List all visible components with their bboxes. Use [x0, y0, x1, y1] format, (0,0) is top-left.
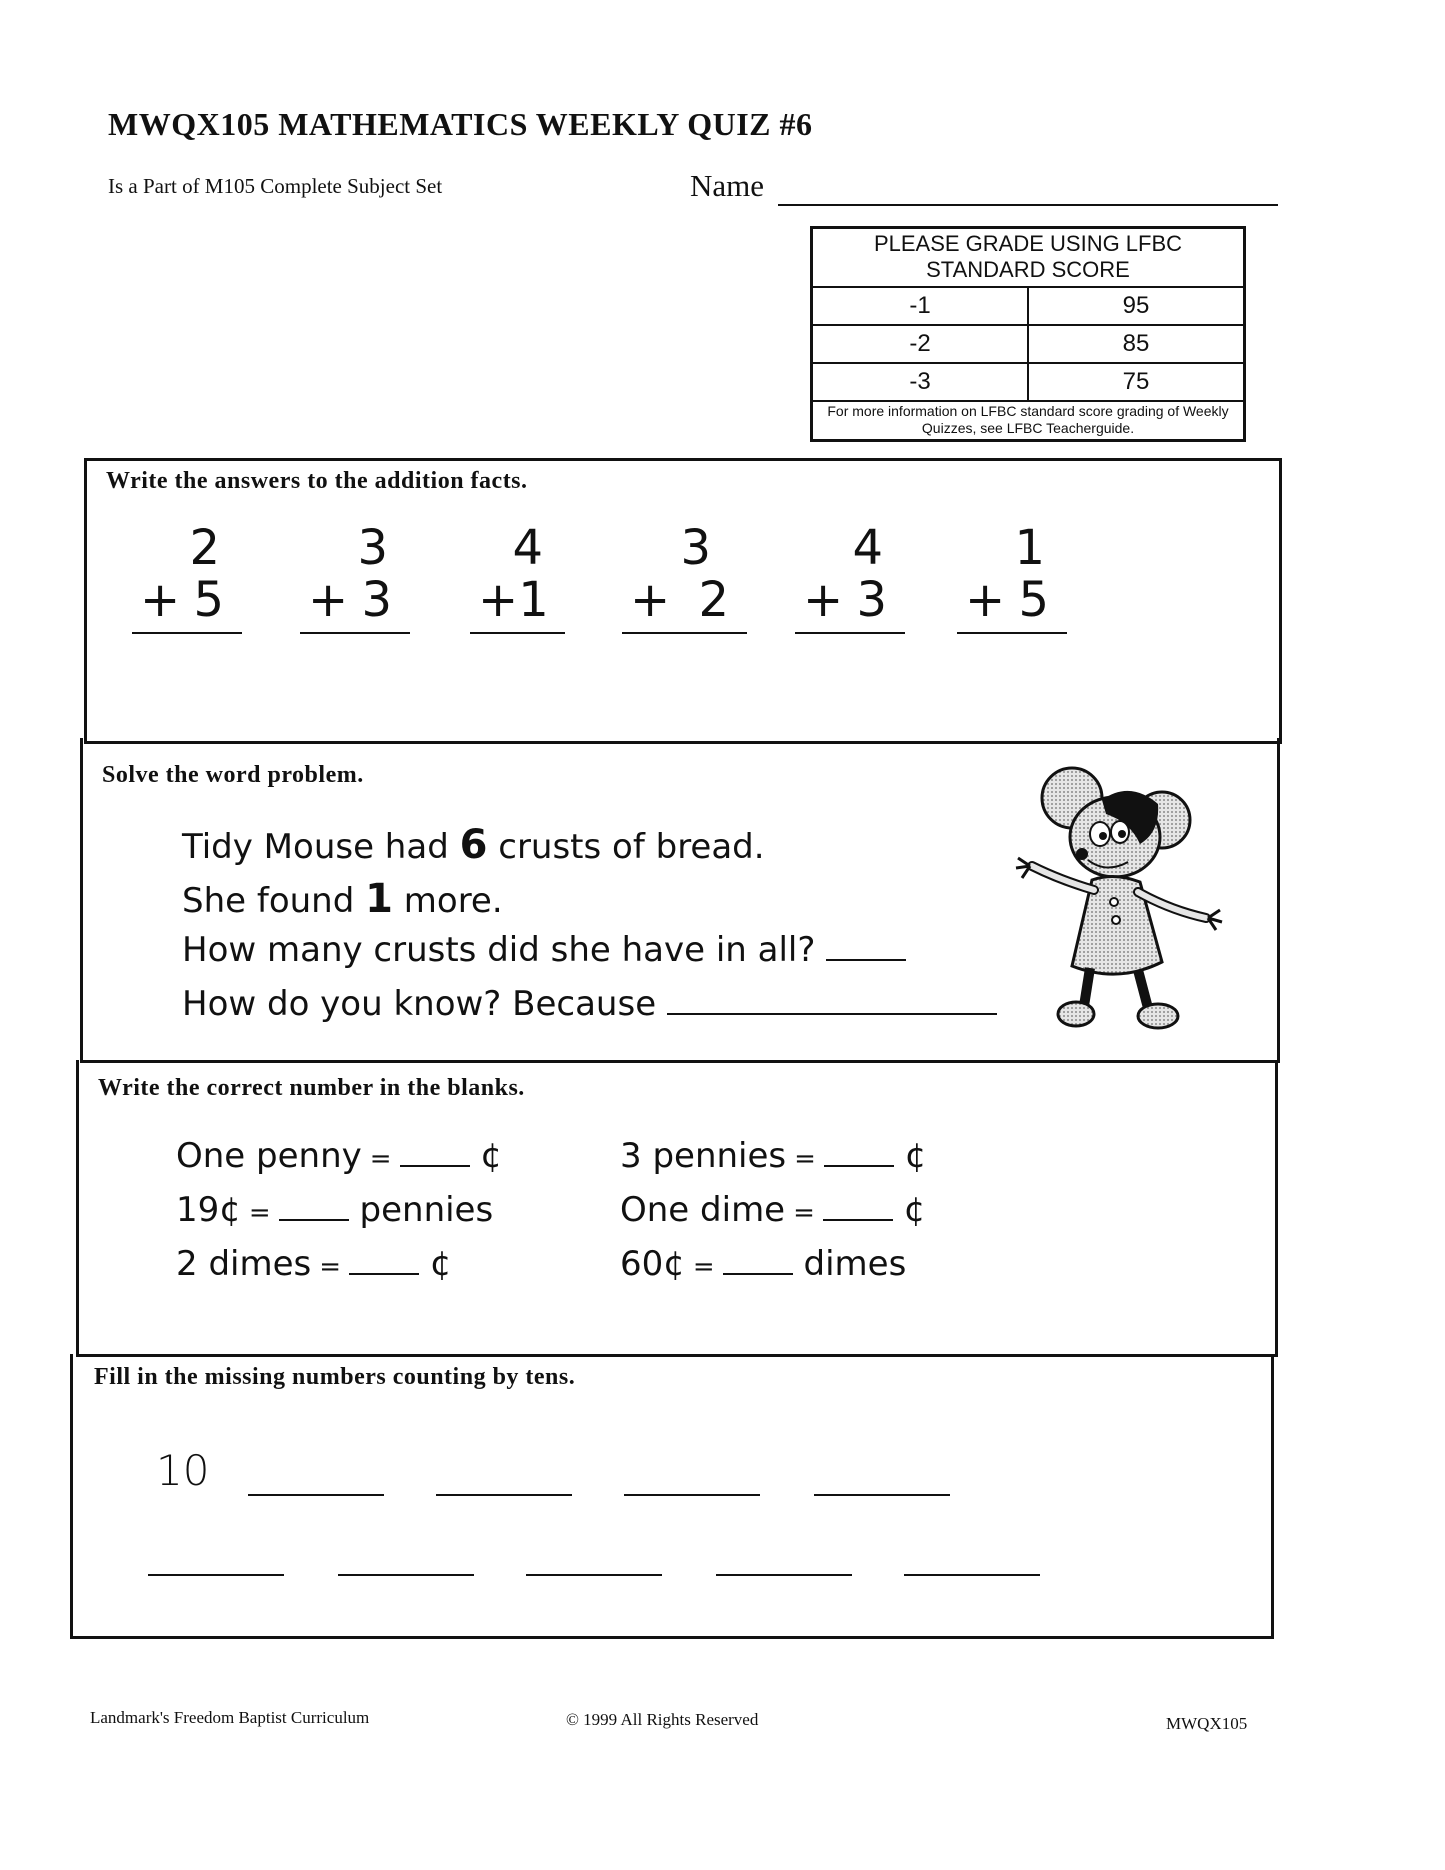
- plus-sign: +: [630, 572, 671, 628]
- counting-blank[interactable]: [248, 1494, 384, 1496]
- addition-instruction: Write the answers to the addition facts.: [106, 468, 528, 494]
- addition-fact[interactable]: 2 + 5: [132, 522, 242, 634]
- grading-table: [810, 226, 1246, 442]
- grading-note: For more information on LFBC standard score grading of Weekly Quizzes, see LFBC Teacherguide.: [827, 403, 1229, 436]
- counting-blank[interactable]: [436, 1494, 572, 1496]
- quiz-title: MWQX105 MATHEMATICS WEEKLY QUIZ #6: [108, 106, 813, 142]
- addition-fact[interactable]: 3 + 2: [622, 522, 747, 634]
- plus-sign: +: [965, 572, 1006, 628]
- grading-score: 85: [1027, 326, 1243, 362]
- word-problem-instruction: Solve the word problem.: [102, 762, 364, 788]
- plus-sign: +: [803, 572, 844, 628]
- counting-blank[interactable]: [624, 1494, 760, 1496]
- money-item: One penny = ¢: [176, 1136, 503, 1176]
- money-blank[interactable]: [824, 1155, 894, 1167]
- money-blank[interactable]: [823, 1209, 893, 1221]
- counting-start: 10: [156, 1446, 210, 1495]
- name-label: Name: [690, 168, 765, 203]
- answer-line[interactable]: [622, 632, 747, 634]
- grading-row: [813, 326, 1243, 364]
- counting-blank[interactable]: [526, 1574, 662, 1576]
- money-blank[interactable]: [723, 1263, 793, 1275]
- addition-fact[interactable]: 4 + 3: [795, 522, 905, 634]
- explanation-blank[interactable]: [667, 1003, 997, 1015]
- grading-missed: -1: [909, 292, 931, 319]
- money-blank[interactable]: [400, 1155, 470, 1167]
- grading-score: 95: [1027, 288, 1243, 324]
- answer-line[interactable]: [132, 632, 242, 634]
- footer-publisher: Landmark's Freedom Baptist Curriculum: [90, 1708, 370, 1727]
- plus-sign: +: [478, 572, 519, 628]
- answer-blank[interactable]: [826, 949, 906, 961]
- addition-fact[interactable]: 3 + 3: [300, 522, 410, 634]
- grading-missed: -3: [909, 368, 931, 395]
- problem-line-2: She found 1 more.: [182, 876, 503, 922]
- grading-heading: PLEASE GRADE USING LFBC STANDARD SCORE: [813, 229, 1243, 288]
- counting-blank[interactable]: [814, 1494, 950, 1496]
- answer-line[interactable]: [470, 632, 565, 634]
- addition-fact[interactable]: 4 + 1: [470, 522, 565, 634]
- money-item: One dime = ¢: [620, 1190, 926, 1230]
- grading-row: [813, 288, 1243, 326]
- subject-set-note: Is a Part of M105 Complete Subject Set: [108, 174, 443, 198]
- problem-question: How many crusts did she have in all?: [182, 930, 906, 970]
- plus-sign: +: [140, 572, 181, 628]
- name-field[interactable]: [778, 204, 1278, 206]
- counting-blank[interactable]: [904, 1574, 1040, 1576]
- answer-line[interactable]: [300, 632, 410, 634]
- counting-blank[interactable]: [716, 1574, 852, 1576]
- plus-sign: +: [308, 572, 349, 628]
- answer-line[interactable]: [795, 632, 905, 634]
- tidy-mouse-illustration: [1010, 762, 1230, 1042]
- money-item: 19¢ = pennies: [176, 1190, 494, 1230]
- money-item: 3 pennies = ¢: [620, 1136, 927, 1176]
- addition-fact[interactable]: 1 + 5: [957, 522, 1067, 634]
- grading-missed: -2: [909, 330, 931, 357]
- grading-score: 75: [1027, 364, 1243, 400]
- money-blank[interactable]: [349, 1263, 419, 1275]
- counting-instruction: Fill in the missing numbers counting by tens.: [94, 1364, 576, 1390]
- grading-row: [813, 364, 1243, 402]
- footer-copyright: © 1999 All Rights Reserved: [566, 1710, 759, 1729]
- problem-explanation: How do you know? Because: [182, 984, 997, 1024]
- money-item: 60¢ = dimes: [620, 1244, 907, 1284]
- money-blank[interactable]: [279, 1209, 349, 1221]
- counting-section: [70, 1354, 1274, 1639]
- answer-line[interactable]: [957, 632, 1067, 634]
- money-item: 2 dimes = ¢: [176, 1244, 452, 1284]
- counting-blank[interactable]: [148, 1574, 284, 1576]
- footer-code: MWQX105: [1166, 1714, 1248, 1733]
- money-instruction: Write the correct number in the blanks.: [98, 1075, 525, 1101]
- problem-line-1: Tidy Mouse had 6 crusts of bread.: [182, 822, 765, 868]
- counting-blank[interactable]: [338, 1574, 474, 1576]
